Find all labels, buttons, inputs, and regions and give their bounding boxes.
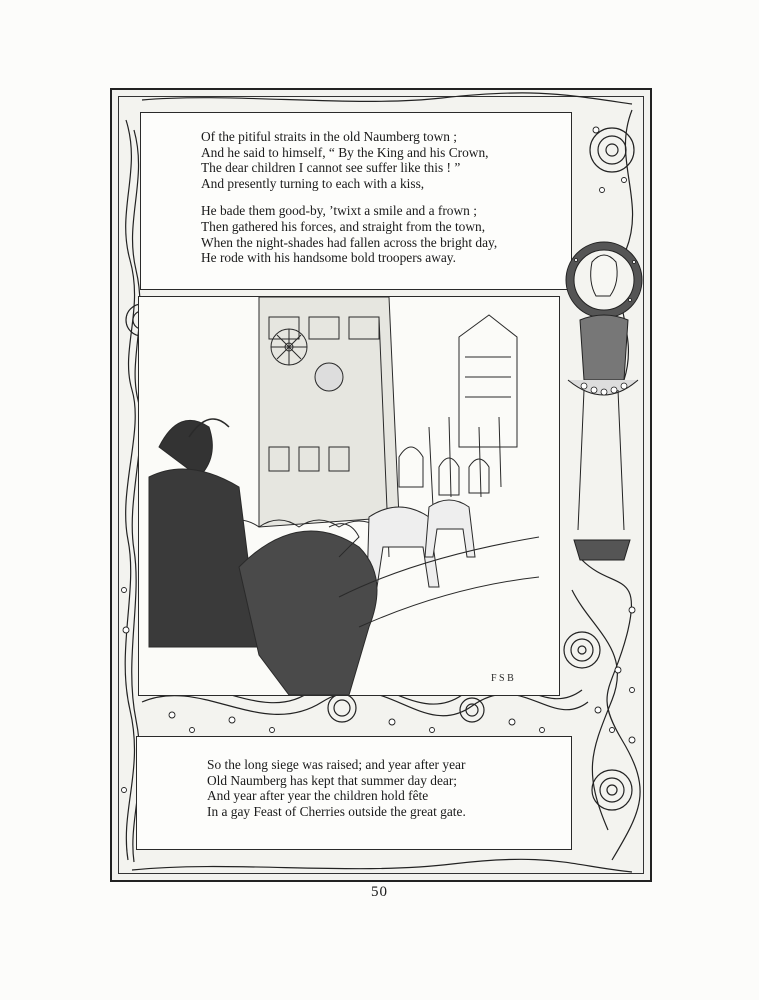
girl-with-cherries-figure [554,240,646,570]
stanza-3 [207,757,571,819]
poem-line: He bade them good-by, ’twixt a smile and a frown ; [201,203,477,219]
poem-line: He rode with his handsome bold troopers away. [201,250,456,266]
knight-procession-illustration [138,296,560,696]
stanza-2 [201,203,571,265]
page-number: 50 [371,884,388,900]
poem-line: Then gathered his forces, and straight from the town, [201,218,486,234]
poem-line: In a gay Feast of Cherries outside the great gate. [207,803,466,819]
poem-line: The dear children I cannot see suffer like this ! ” [201,160,461,176]
bottom-text-panel [136,736,572,850]
artist-monogram: F S B [491,673,514,684]
ornamental-border [110,88,652,882]
top-text-panel [140,112,572,290]
poem-line: And year after year the children hold fête [207,788,429,804]
poem-line: Of the pitiful straits in the old Naumberg town ; [201,129,457,144]
poem-line: And he said to himself, “ By the King and his Crown, [201,144,489,160]
poem-line: And presently turning to each with a kiss, [201,175,425,191]
poem-line: So the long siege was raised; and year after year [207,757,466,772]
illustration-drawing [139,297,559,695]
poem-line: When the night-shades had fallen across the bright day, [201,234,498,250]
stanza-1 [201,129,571,191]
poem-line: Old Naumberg has kept that summer day dear; [207,772,458,788]
